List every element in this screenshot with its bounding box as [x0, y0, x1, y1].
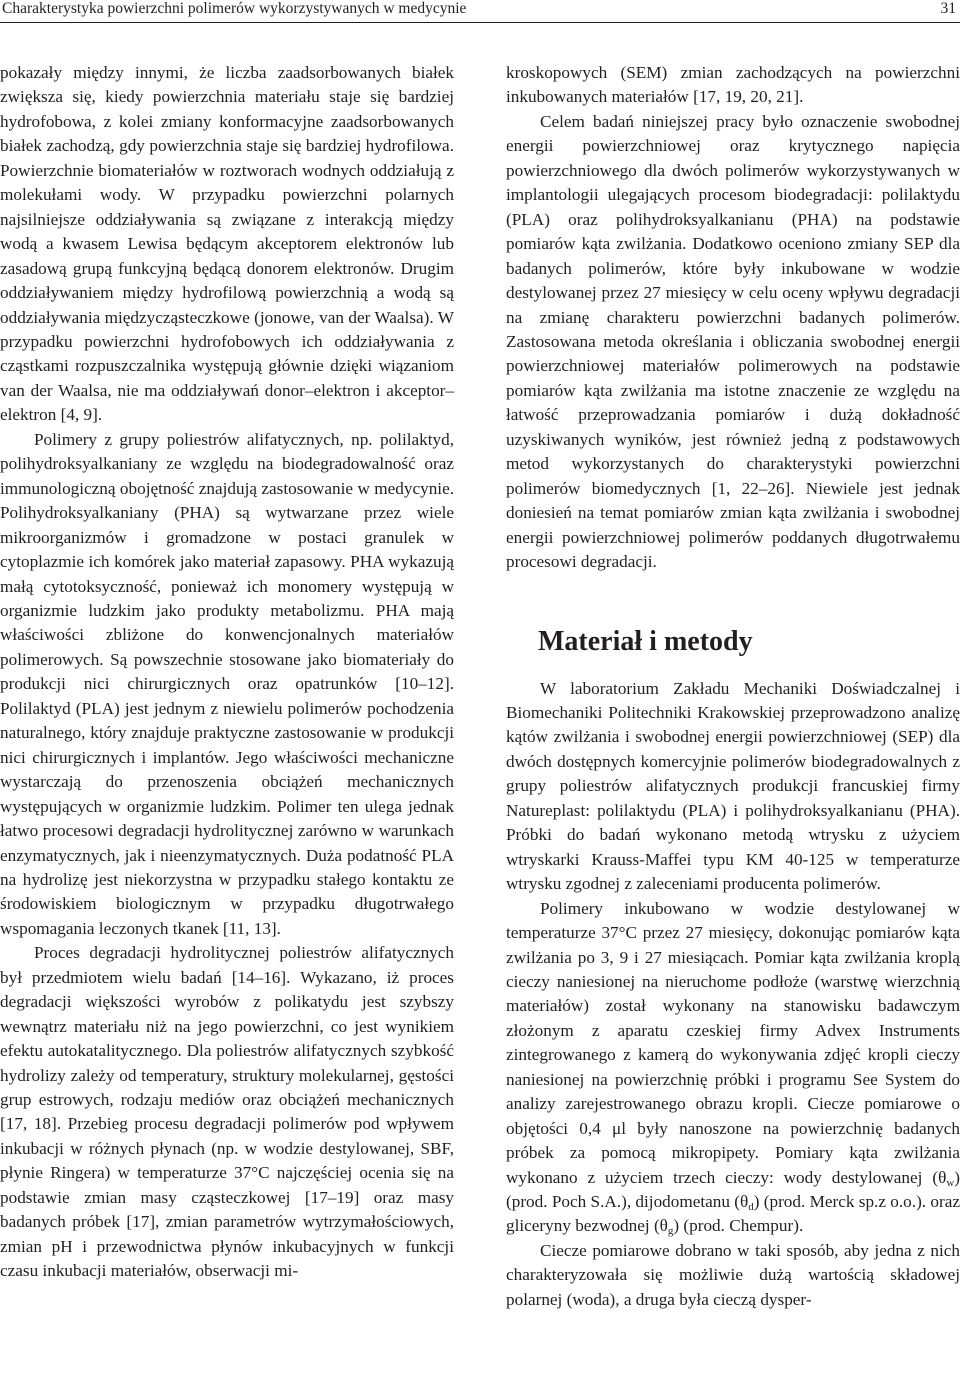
paragraph: Ciecze pomiarowe dobrano w taki sposób, aby jedna z nich charakteryzowała się możliwie dużą wartością składowej polarnej (woda), a druga była cieczą dysper- — [506, 1240, 960, 1309]
page-number: 31 — [940, 0, 956, 17]
section-title: Materiał i metody — [538, 625, 753, 657]
paragraph: kroskopowych (SEM) zmian zachodzących na powierzchni inkubowanych materiałów [17, 19, 20, 21]. — [506, 63, 960, 107]
paragraph: Celem badań niniejszej pracy było oznaczenie swobodnej energii powierzchniowej oraz krytycznego napięcia powierzchniowego dla dwóch polimerów wykorzystywanych w implantologii ulegających procesom biodegradacji: polilaktydu (PLA) oraz polihydroksyalkanianu (PHA) na podstawie pomiarów kąta zwilżania. Dodatkowo oceniono zmiany SEP dla badanych polimerów, które były inkubowane w wodzie destylowanej przez 27 miesięcy w celu oceny wpływu degradacji na zmianę charakteru powierzchni badanych polimerów. Zastosowana metoda określania i obliczania swobodnej energii powierzchniowej materiałów polimerowych na podstawie pomiarów kąta zwilżania ma istotne znaczenie ze względu na łatwość przeprowadzania pomiarów i dużą dokładność uzyskiwanych wyników, jest również jedną z podstawowych metod wykorzystanych do charakterystyki powierzchni polimerów biomedycznych [1, 22–26]. Niewiele jest jednak doniesień na temat pomiarów zmian kąta zwilżania i swobodnej energii powierzchniowej polimerów poddanych długotrwałemu procesowi degradacji. — [506, 111, 960, 572]
left-column — [0, 61, 454, 1284]
paragraph-text: ) (prod. Poch S.A.), dijodometanu (θ — [506, 1167, 960, 1212]
paragraph-text: ) (prod. Chempur). — [673, 1216, 804, 1236]
header-rule — [0, 22, 960, 23]
right-column — [506, 61, 960, 1312]
paragraph: W laboratorium Zakładu Mechaniki Doświadczalnej i Biomechaniki Politechniki Krakowskiej przeprowadzono analizę kątów zwilżania i swobodnej energii powierzchniowej (SEP) dla dwóch dostępnych komercyjnie polimerów biodegradowalnych z grupy poliestrów alifatycznych produkcji francuskiej firmy Natureplast: polilaktydu (PLA) i polihydroksyalkanianu (PHA). Próbki do badań wykonano metodą wtrysku z użyciem wtryskarki Krauss-Maffei typu KM 40-125 w temperaturze wtrysku zgodnej z zaleceniami producenta polimerów. — [506, 678, 960, 894]
paragraph: Proces degradacji hydrolitycznej poliestrów alifatycznych był przedmiotem wielu badań [14–16]. Wykazano, iż proces degradacji większości wyrobów z polikatydu jest szybszy wewnątrz materiału niż na jego powierzchni, co jest wynikiem efektu autokatalitycznego. Dla poliestrów alifatycznych szybkość hydrolizy zależy od temperatury, struktury molekularnej, gęstości grup estrowych, rodzaju mediów oraz obciążeń mechanicznych [17, 18]. Przebieg procesu degradacji polimerów pod wpływem inkubacji w różnych płynach (np. w wodzie destylowanej, SBF, płynie Ringera) w temperaturze 37°C najczęściej ocenia się na podstawie zmian masy cząsteczkowej [17–19] oraz masy badanych próbek [17], zmian parametrów wytrzymałościowych, zmian pH i przewodnictwa płynów inkubacyjnych w funkcji czasu inkubacji materiałów, obserwacji mi- — [0, 943, 454, 1281]
paragraph-text: Polimery inkubowano w wodzie destylowanej w temperaturze 37°C przez 27 miesięcy, dokonując pomiarów kąta zwilżania po 3, 9 i 27 miesiącach. Pomiar kąta zwilżania kroplą cieczy naniesionej na nieruchome podłoże (warstwę wierzchnią materiałów) został wykonany na stanowisku badawczym złożonym z aparatu czeskiej firmy Advex Instruments zintegrowanego z kamerą do wykonywania zdjęć kropli cieczy naniesionej na powierzchnię próbki i programu See System do analizy zarejestrowanego obrazu kropli. Ciecze pomiarowe o objętości 0,4 μl były nanoszone na powierzchnię badanych próbek za pomocą mikropipety. Pomiary kąta zwilżania wykonano z użyciem trzech cieczy: wody destylowanej (θ — [506, 898, 960, 1187]
paragraph: Polimery z grupy poliestrów alifatycznych, np. polilaktyd, polihydroksyalkaniany ze względu na biodegradowalność oraz immunologiczną obojętność znajdują zastosowanie w medycynie. Polihydroksyalkaniany (PHA) są wytwarzane przez wiele mikroorganizmów i gromadzone w postaci granulek w cytoplazmie ich komórek jako materiał zapasowy. PHA wykazują małą cytotoksyczność, ponieważ ich monomery występują w organizmie ludzkim jako produkty metabolizmu. PHA mają właściwości zbliżone do konwencjonalnych materiałów polimerowych. Są powszechnie stosowane jako biomateriały do produkcji nici chirurgicznych oraz opatrunków [10–12]. Polilaktyd (PLA) jest jednym z niewielu polimerów pochodzenia naturalnego, który znajduje praktyczne zastosowanie w produkcji nici chirurgicznych i implantów. Jego właściwości mechaniczne wystarczają do przenoszenia obciążeń mechanicznych występujących w organizmie ludzkim. Polimer ten ulega jednak łatwo procesowi degradacji hydrolitycznej zarówno w warunkach enzymatycznych, jak i nieenzymatycznych. Duża podatność PLA na hydrolizę jest niekorzystna w przypadku stałego kontaktu ze środowiskiem biologicznym w przypadku długotrwałego wspomagania leczonych tkanek [11, 13]. — [0, 429, 454, 938]
page-header — [0, 0, 960, 24]
running-title: Charakterystyka powierzchni polimerów wykorzystywanych w medycynie — [2, 0, 467, 17]
paragraph: pokazały między innymi, że liczba zaadsorbowanych białek zwiększa się, kiedy powierzchnia materiału staje się bardziej hydrofobowa, z kolei zmiany konformacyjne zaadsorbowanych białek zachodzą, gdy powierzchnia staje się bardziej hydrofilowa. Powierzchnie biomateriałów w roztworach wodnych oddziałują z molekułami wody. W przypadku powierzchni polarnych najsilniejsze oddziaływania są związane z interakcją między wodą a kwasem Lewisa będącym akceptorem elektronów lub zasadową grupą funkcyjną będącą donorem elektronów. Drugim oddziaływaniem między hydrofilową powierzchnią a wodą są oddziaływania międzycząsteczkowe (jonowe, van der Waalsa). W przypadku powierzchni hydrofobowych ich oddziaływania z cząstkami rozpuszczalnika występują głównie dzięki wiązaniom van der Waalsa, nie ma oddziaływań donor–elektron i akceptor–elektron [4, 9]. — [0, 63, 454, 425]
subscript-g: g — [667, 1225, 674, 1238]
subscript-d: d — [748, 1201, 754, 1214]
subscript-w: w — [946, 1176, 955, 1189]
paragraph — [506, 897, 960, 1239]
paragraph-text: ) (prod. Merck sp.z o.o.). oraz gliceryny bezwodnej (θ — [506, 1192, 960, 1236]
